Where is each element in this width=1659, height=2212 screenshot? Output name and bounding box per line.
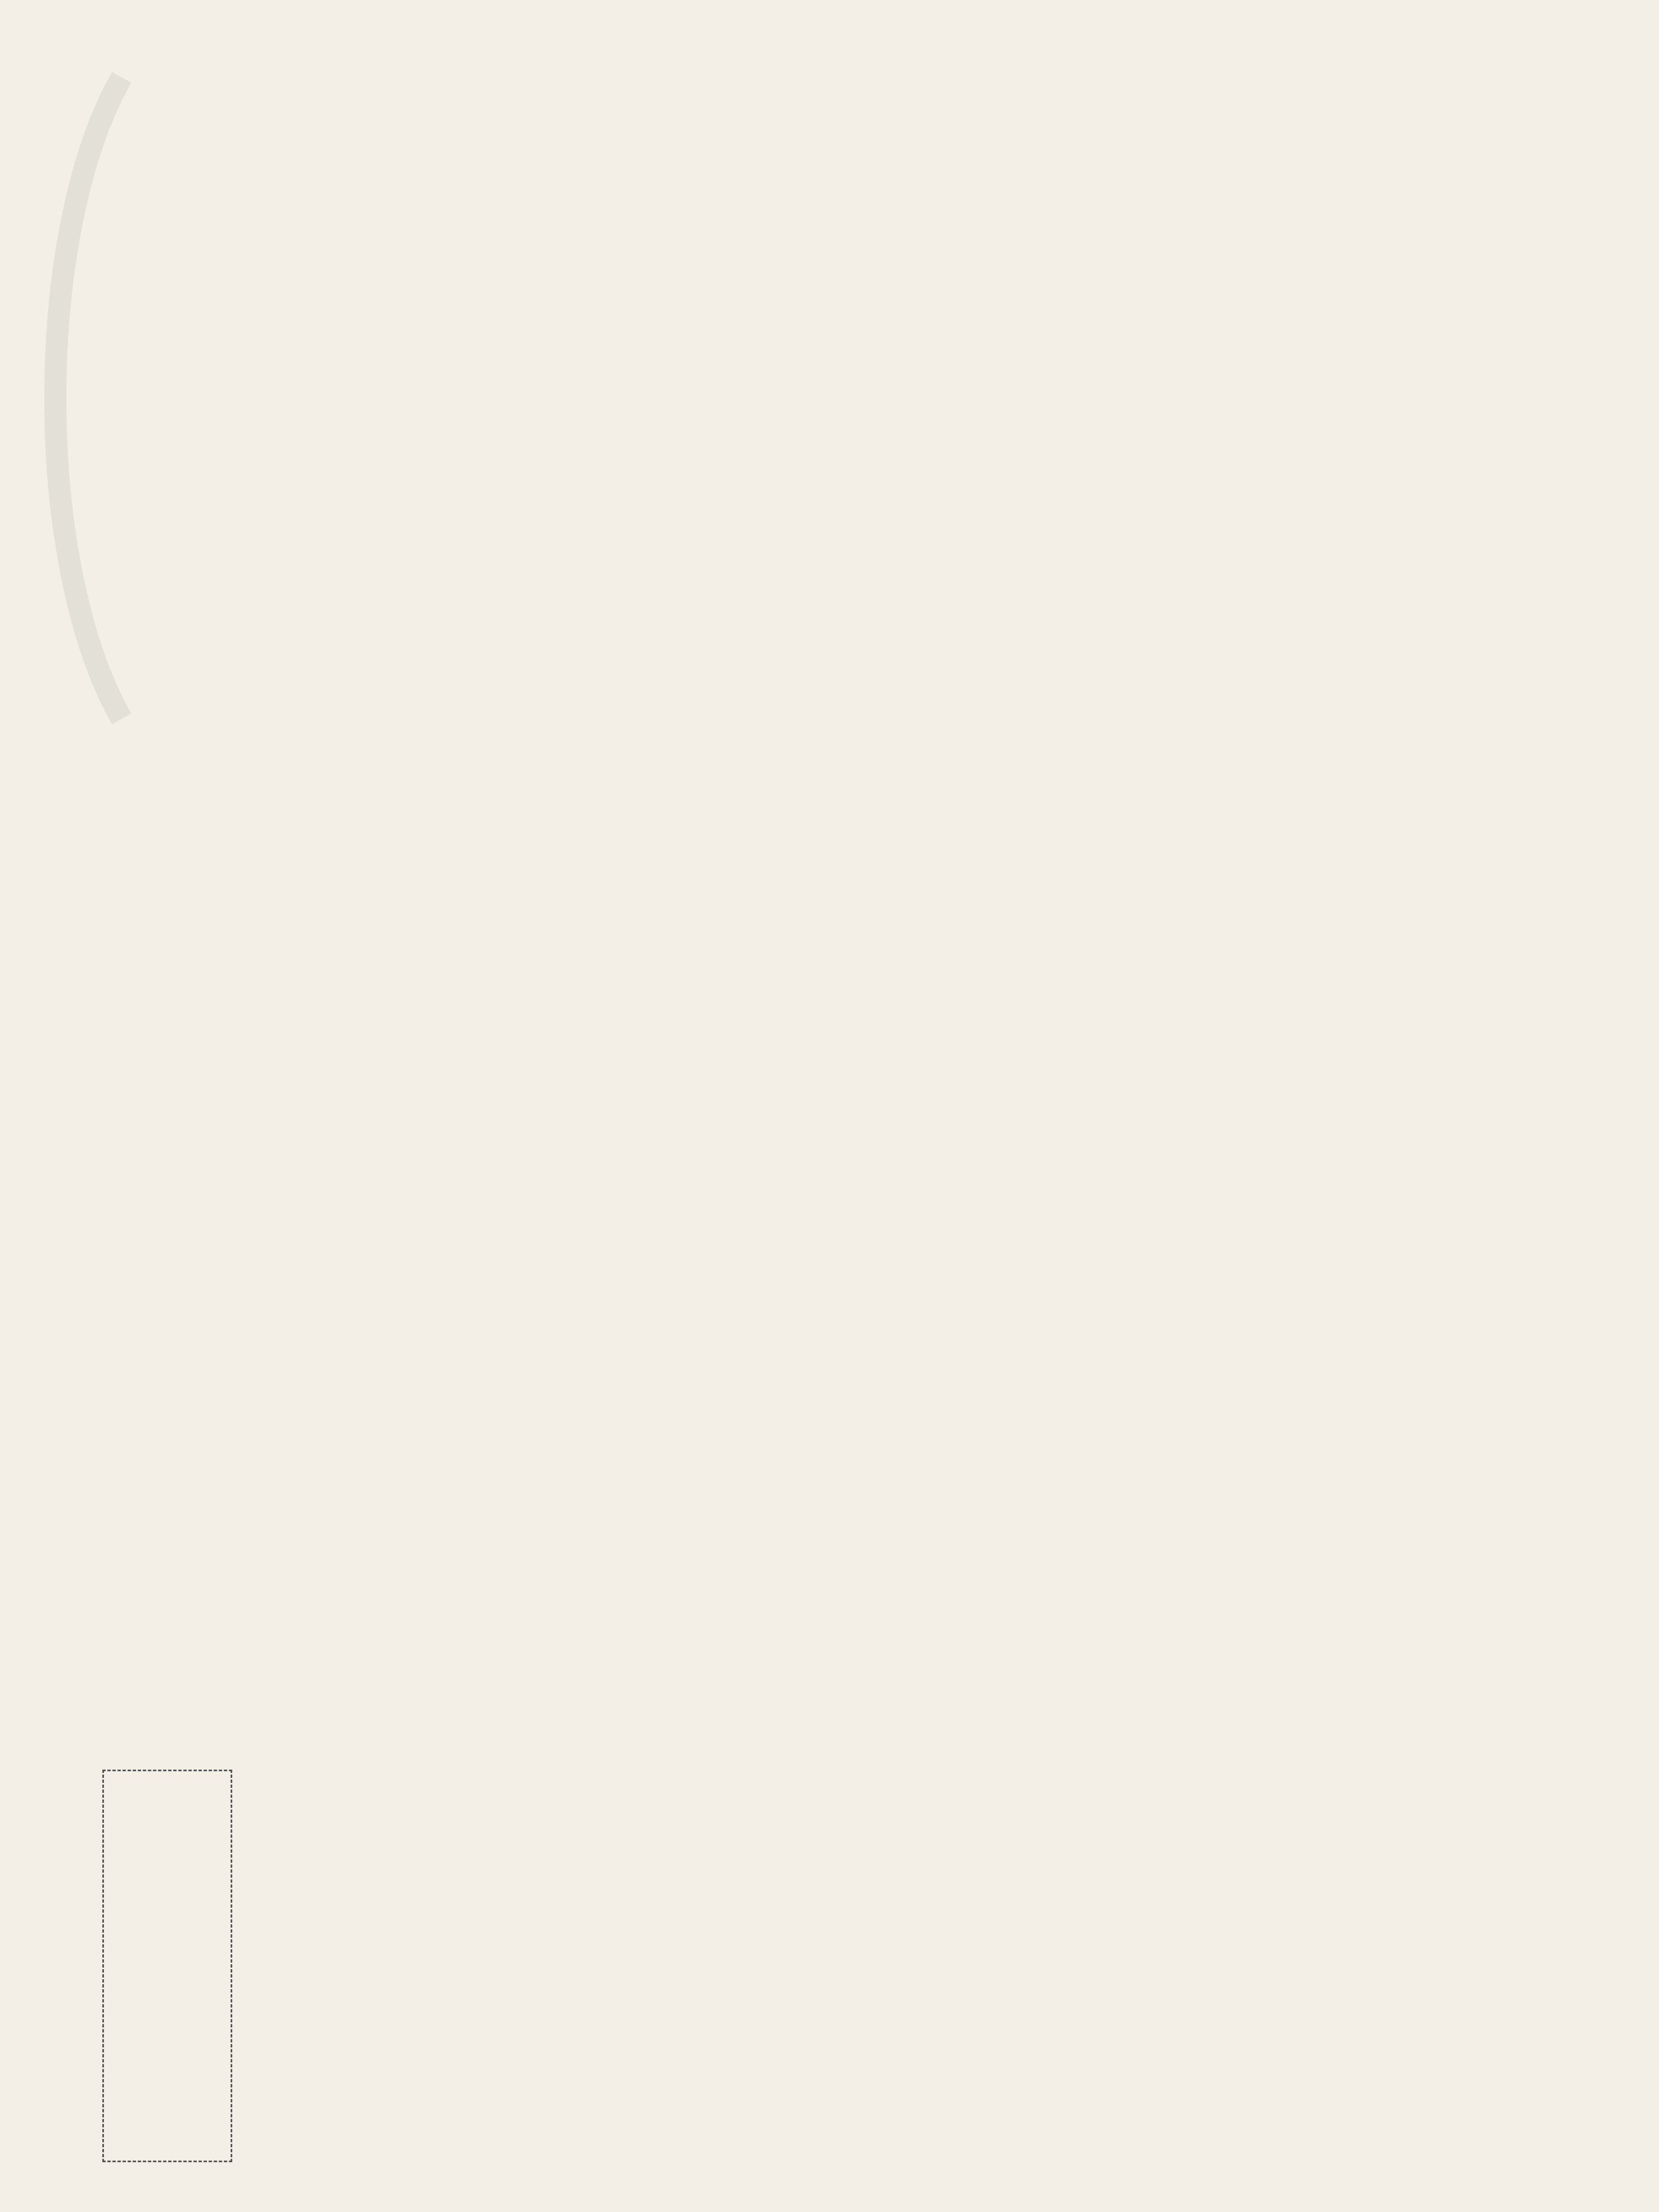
editor-credit-box [102,1770,232,2162]
faint-watermark-decoration [22,66,144,730]
